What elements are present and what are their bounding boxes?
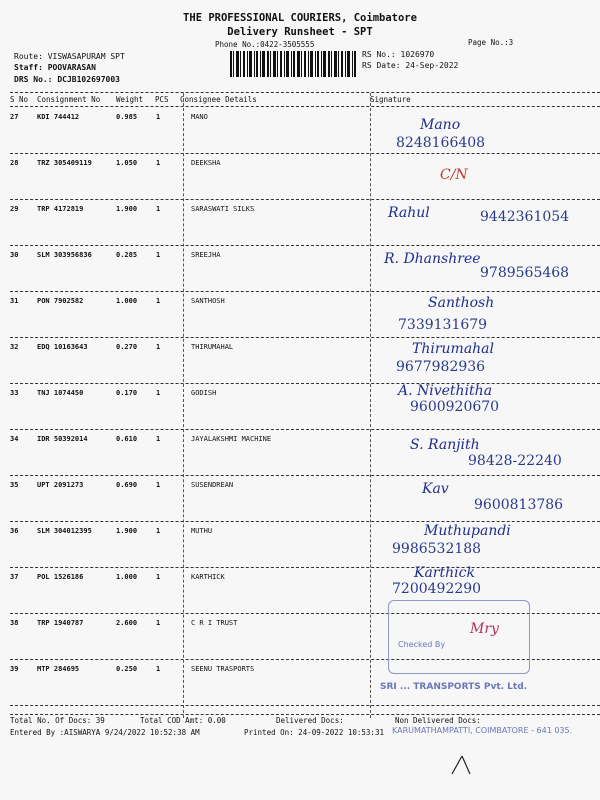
company-stamp: SRI ... TRANSPORTS Pvt. Ltd. bbox=[380, 682, 528, 692]
row-weight: 1.000 bbox=[116, 573, 138, 581]
row-signature-phone: 7339131679 bbox=[398, 317, 488, 333]
row-consignee: SREEJHA bbox=[191, 251, 221, 259]
row-consignee: JAYALAKSHMI MACHINE bbox=[191, 435, 272, 443]
row-signature: Rahul bbox=[388, 205, 430, 221]
row-weight: 0.690 bbox=[116, 481, 138, 489]
checked-by-stamp: Checked By bbox=[398, 640, 446, 649]
rs-number: RS No.: 1026970 bbox=[362, 50, 435, 59]
row-signature: Karthick bbox=[414, 565, 475, 581]
row-pcs: 1 bbox=[156, 159, 161, 167]
row-weight: 0.985 bbox=[116, 113, 138, 121]
row-consignment-no: EDQ 10163643 bbox=[37, 343, 88, 351]
row-consignee: SANTHOSH bbox=[191, 297, 225, 305]
row-divider bbox=[10, 153, 600, 154]
row-pcs: 1 bbox=[156, 113, 161, 121]
row-pcs: 1 bbox=[156, 205, 161, 213]
row-consignee: C R I TRUST bbox=[191, 619, 238, 627]
row-weight: 2.600 bbox=[116, 619, 138, 627]
row-signature-phone: 9442361054 bbox=[480, 209, 570, 225]
row-divider bbox=[10, 521, 600, 522]
row-signature: S. Ranjith bbox=[410, 437, 480, 453]
row-pcs: 1 bbox=[156, 527, 161, 535]
rs-date: RS Date: 24-Sep-2022 bbox=[362, 61, 459, 70]
row-consignee: GODISH bbox=[191, 389, 217, 397]
row-divider bbox=[10, 475, 600, 476]
row-divider bbox=[10, 383, 600, 384]
row-signature: C/N bbox=[440, 167, 468, 183]
route: Route: VISWASAPURAM SPT bbox=[14, 52, 125, 61]
row-consignment-no: TNJ 1074450 bbox=[37, 389, 84, 397]
row-signature-phone: 7200492290 bbox=[392, 581, 482, 597]
row-consignment-no: TRP 4172819 bbox=[37, 205, 84, 213]
drs-number: DRS No.: DCJB102697003 bbox=[14, 75, 120, 84]
row-pcs: 1 bbox=[156, 435, 161, 443]
row-consignment-no: MTP 284695 bbox=[37, 665, 80, 673]
stamp-address: KARUMATHAMPATTI, COIMBATORE - 641 035. bbox=[392, 726, 573, 735]
stamp-box bbox=[388, 600, 530, 674]
table-row bbox=[0, 155, 600, 200]
row-signature-phone: 8248166408 bbox=[396, 135, 486, 151]
footer-rule bbox=[10, 714, 600, 715]
row-divider bbox=[10, 291, 600, 292]
row-pcs: 1 bbox=[156, 343, 161, 351]
printed-on: Printed On: 24-09-2022 10:53:31 bbox=[244, 728, 384, 737]
total-docs: Total No. Of Docs: 39 bbox=[10, 716, 105, 725]
row-signature-phone: 9986532188 bbox=[392, 541, 482, 557]
row-sno: 27 bbox=[10, 113, 19, 121]
delivered-docs: Delivered Docs: bbox=[276, 716, 344, 725]
entered-by: Entered By :AISWARYA 9/24/2022 10:52:38 AM bbox=[10, 728, 200, 737]
row-weight: 0.610 bbox=[116, 435, 138, 443]
row-signature: R. Dhanshree bbox=[384, 251, 481, 267]
row-sno: 38 bbox=[10, 619, 19, 627]
row-pcs: 1 bbox=[156, 389, 161, 397]
row-signature: A. Nivethitha bbox=[398, 383, 493, 399]
row-consignment-no: KDI 744412 bbox=[37, 113, 80, 121]
row-consignee: DEEKSHA bbox=[191, 159, 221, 167]
row-pcs: 1 bbox=[156, 481, 161, 489]
row-signature: Santhosh bbox=[428, 295, 495, 311]
row-sno: 35 bbox=[10, 481, 19, 489]
row-pcs: 1 bbox=[156, 297, 161, 305]
col-header-consignee: Consignee Details bbox=[180, 95, 257, 104]
row-pcs: 1 bbox=[156, 665, 161, 673]
table-row bbox=[0, 385, 600, 430]
pen-mark bbox=[448, 752, 478, 778]
row-consignment-no: TRP 1940787 bbox=[37, 619, 84, 627]
col-header-pcs: PCS bbox=[155, 95, 169, 104]
row-pcs: 1 bbox=[156, 573, 161, 581]
row-pcs: 1 bbox=[156, 251, 161, 259]
row-sno: 34 bbox=[10, 435, 19, 443]
row-consignment-no: TRZ 305409119 bbox=[37, 159, 92, 167]
row-sno: 39 bbox=[10, 665, 19, 673]
table-row bbox=[0, 201, 600, 246]
col-header-weight: Weight bbox=[116, 95, 144, 104]
row-weight: 0.250 bbox=[116, 665, 138, 673]
row-weight: 1.050 bbox=[116, 159, 138, 167]
row-consignment-no: PON 7902582 bbox=[37, 297, 84, 305]
row-consignee: MUTHU bbox=[191, 527, 213, 535]
phone-number: Phone No.:0422-3505555 bbox=[215, 40, 315, 49]
table-row bbox=[0, 523, 600, 568]
row-sno: 36 bbox=[10, 527, 19, 535]
row-weight: 0.285 bbox=[116, 251, 138, 259]
row-divider bbox=[10, 429, 600, 430]
table-row bbox=[0, 339, 600, 384]
col-header-signature: Signature bbox=[370, 95, 411, 104]
row-signature-phone: 98428-22240 bbox=[468, 453, 562, 469]
row-consignee: MANO bbox=[191, 113, 208, 121]
row-signature: Muthupandi bbox=[424, 523, 511, 539]
total-cod: Total COD Amt: 0.00 bbox=[140, 716, 226, 725]
row-sno: 32 bbox=[10, 343, 19, 351]
row-consignee: SARASWATI SILKS bbox=[191, 205, 255, 213]
table-row bbox=[0, 247, 600, 292]
row-sno: 31 bbox=[10, 297, 19, 305]
header-rule-top bbox=[10, 92, 600, 93]
row-consignment-no: SLM 303956836 bbox=[37, 251, 92, 259]
document-title: Delivery Runsheet - SPT bbox=[227, 26, 373, 38]
row-consignment-no: IDR 50392014 bbox=[37, 435, 88, 443]
row-divider bbox=[10, 337, 600, 338]
row-consignment-no: POL 1526186 bbox=[37, 573, 84, 581]
row-divider bbox=[10, 567, 600, 568]
row-signature-phone: 9789565468 bbox=[480, 265, 570, 281]
row-weight: 0.270 bbox=[116, 343, 138, 351]
row-sno: 29 bbox=[10, 205, 19, 213]
row-sno: 28 bbox=[10, 159, 19, 167]
barcode bbox=[230, 51, 356, 77]
non-delivered-docs: Non Delivered Docs: bbox=[395, 716, 481, 725]
row-divider bbox=[10, 705, 600, 706]
row-signature-phone: 9600920670 bbox=[410, 399, 500, 415]
row-pcs: 1 bbox=[156, 619, 161, 627]
page-number: Page No.:3 bbox=[468, 38, 514, 47]
row-signature: Mry bbox=[470, 621, 499, 637]
row-weight: 1.900 bbox=[116, 205, 138, 213]
row-consignment-no: SLM 304012395 bbox=[37, 527, 92, 535]
row-sno: 33 bbox=[10, 389, 19, 397]
row-consignment-no: UPT 2091273 bbox=[37, 481, 84, 489]
table-row bbox=[0, 431, 600, 476]
row-consignee: SEENU TRASPORTS bbox=[191, 665, 255, 673]
row-consignee: SUSENDREAN bbox=[191, 481, 234, 489]
staff: Staff: POOVARASAN bbox=[14, 63, 96, 72]
company-title: THE PROFESSIONAL COURIERS, Coimbatore bbox=[183, 12, 417, 24]
row-divider bbox=[10, 199, 600, 200]
row-signature: Thirumahal bbox=[412, 341, 495, 357]
header-rule-bottom bbox=[10, 106, 600, 107]
row-consignee: THIRUMAHAL bbox=[191, 343, 234, 351]
row-divider bbox=[10, 245, 600, 246]
row-signature-phone: 9677982936 bbox=[396, 359, 486, 375]
row-signature: Mano bbox=[420, 117, 461, 133]
col-header-consignment: Consignment No bbox=[37, 95, 101, 104]
col-header-sno: S No bbox=[10, 95, 29, 104]
row-weight: 0.170 bbox=[116, 389, 138, 397]
table-row bbox=[0, 293, 600, 338]
row-sno: 37 bbox=[10, 573, 19, 581]
row-sno: 30 bbox=[10, 251, 19, 259]
row-signature-phone: 9600813786 bbox=[474, 497, 564, 513]
table-row bbox=[0, 477, 600, 522]
row-consignee: KARTHICK bbox=[191, 573, 225, 581]
table-row bbox=[0, 109, 600, 154]
row-weight: 1.900 bbox=[116, 527, 138, 535]
row-weight: 1.000 bbox=[116, 297, 138, 305]
row-signature: Kav bbox=[422, 481, 449, 497]
